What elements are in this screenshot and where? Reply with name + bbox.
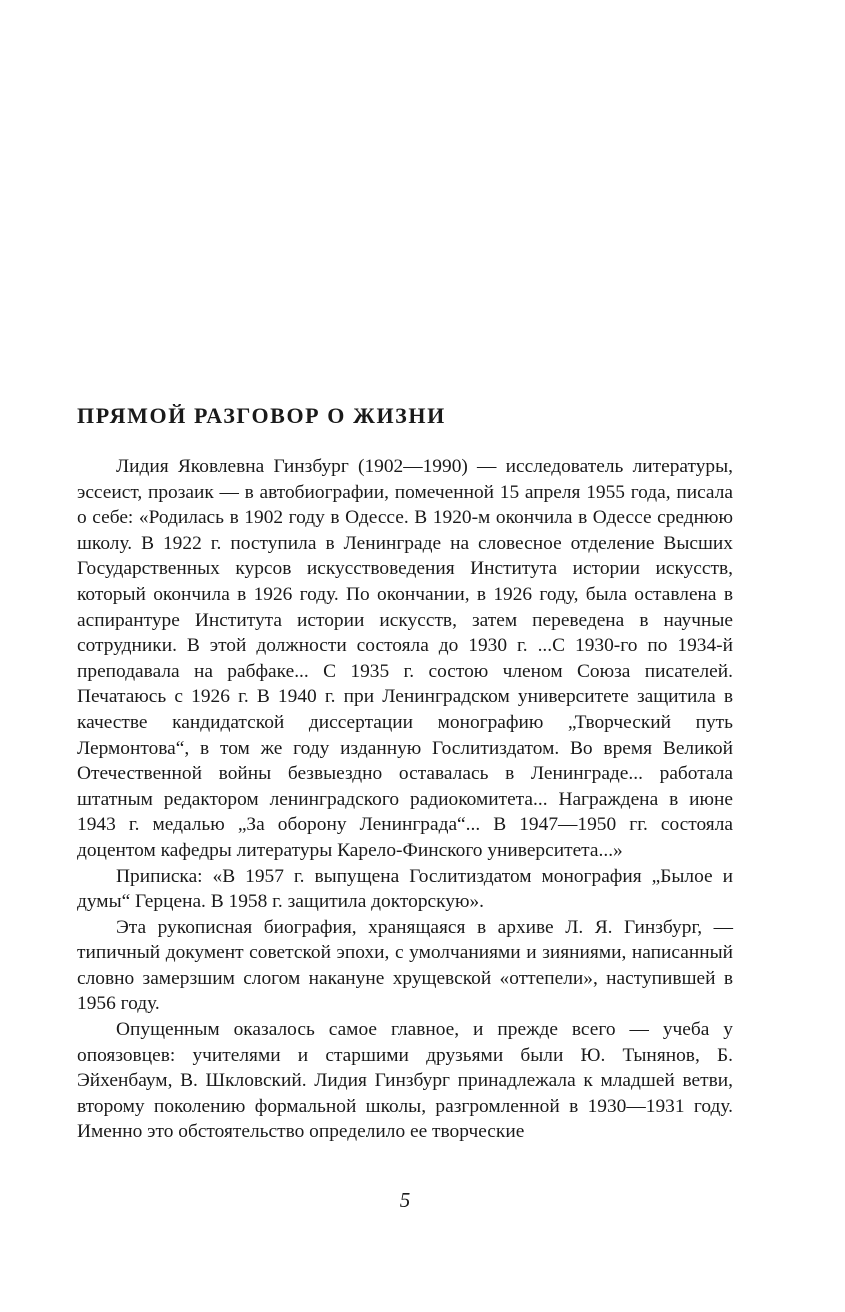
body-text <box>77 454 733 1145</box>
chapter-title: ПРЯМОЙ РАЗГОВОР О ЖИЗНИ <box>77 403 446 428</box>
paragraph-postscript: Приписка: «В 1957 г. выпущена Гослитиздатом монография „Былое и думы“ Герцена. В 1958 г. защитила докторскую». <box>77 865 733 913</box>
paragraph-manuscript-biography: Эта рукописная биография, хранящаяся в архиве Л. Я. Гинзбург, — типичный документ советской эпохи, с умолчаниями и зияниями, написанный словно замерзшим слогом накануне хрущевской «оттепели», наступившей в 1956 году. <box>77 916 733 1015</box>
paragraph-autobiography: Лидия Яковлевна Гинзбург (1902—1990) — исследователь литературы, эссеист, прозаик — в автобиографии, помеченной 15 апреля 1955 года, писала о себе: «Родилась в 1902 году в Одессе. В 1920-м окончила в Одессе среднюю школу. В 1922 г. поступила в Ленинграде на словесное отделение Высших Государственных курсов искусствоведения Института истории искусств, который окончила в 1926 году. По окончании, в 1926 году, была оставлена в аспирантуре Института истории искусств, затем переведена в научные сотрудники. В этой должности состояла до 1930 г. ...С 1930-го по 1934-й преподавала на рабфаке... С 1935 г. состою членом Союза писателей. Печатаюсь с 1926 г. В 1940 г. при Ленинградском университете защитила в качестве кандидатской диссертации монографию „Творческий путь Лермонтова“, в том же году изданную Гослитиздатом. Во время Великой Отечественной войны безвыездно оставалась в Ленинграде... работала штатным редактором ленинградского радиокомитета... Награждена в июне 1943 г. медалью „За оборону Ленинграда“... В 1947—1950 гг. состояла доцентом кафедры литературы Карело-Финского университета...» <box>77 456 733 861</box>
paragraph-opoyaz: Опущенным оказалось самое главное, и прежде всего — учеба у опоязовцев: учителями и старшими друзьями были Ю. Тынянов, Б. Эйхенбаум, В. Шкловский. Лидия Гинзбург принадлежала к младшей ветви, второму поколению формальной школы, разгромленной в 1930—1931 году. Именно это обстоятельство определило ее творческие <box>77 1019 733 1143</box>
book-page <box>77 0 733 1312</box>
page-number: 5 <box>399 1188 411 1212</box>
